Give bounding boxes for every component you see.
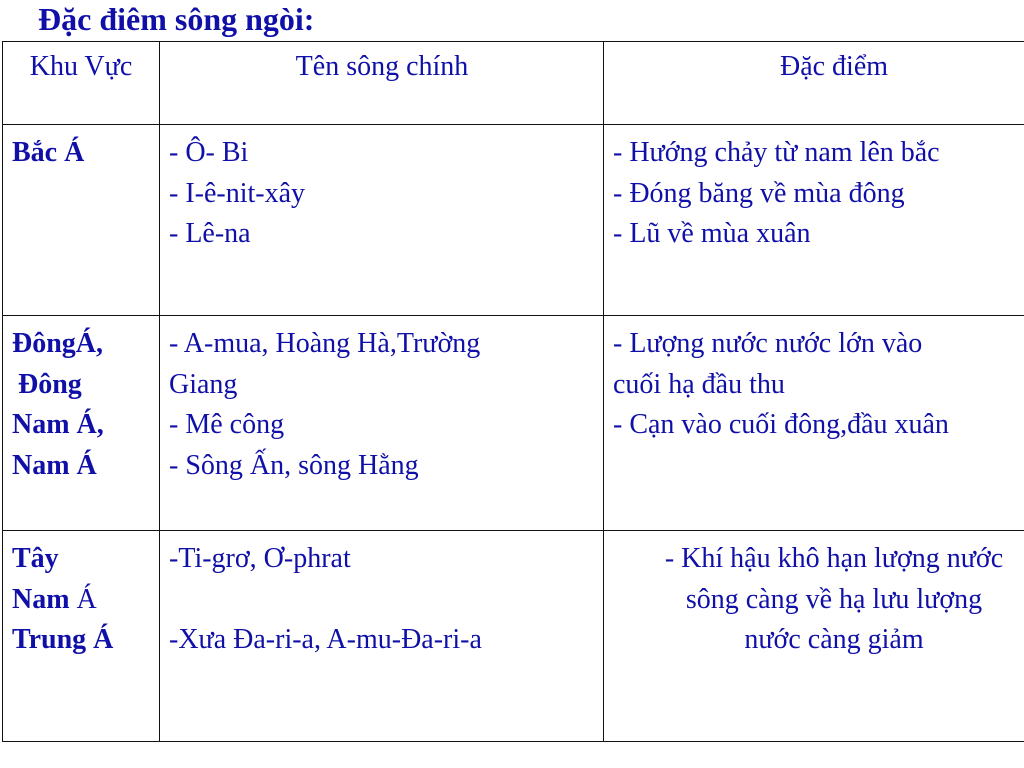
region-line: Bắc Á: [12, 137, 85, 168]
region-line: Nam Á: [12, 449, 97, 481]
river-line: - Lê-na: [169, 218, 251, 249]
rivers-table: [2, 41, 1024, 742]
river-line: - Sông Ấn, sông Hằng: [169, 449, 419, 481]
region-line: Trung Á: [12, 624, 114, 655]
region-cell: [3, 531, 160, 742]
region-cell: [3, 125, 160, 316]
river-line: -Ti-grơ, Ơ-phrat: [169, 543, 351, 574]
table-row: [3, 531, 1024, 742]
feature-line: - Hướng chảy từ nam lên bắc: [613, 137, 940, 168]
region-line: ĐôngÁ,: [12, 328, 104, 359]
feature-line: nước càng giảm: [744, 624, 924, 655]
header-features: Đặc điểm: [604, 42, 1024, 125]
table-row: [3, 125, 1024, 316]
features-cell: [604, 531, 1024, 742]
slide-title: Đặc điêm sông ngòi:: [38, 1, 315, 37]
feature-line: - Đóng băng về mùa đông: [613, 177, 905, 209]
feature-line: cuối hạ đầu thu: [613, 368, 785, 400]
region-cell: [3, 316, 160, 531]
features-cell: [604, 316, 1024, 531]
blank-line: [169, 580, 595, 621]
river-line: - Ô- Bi: [169, 137, 249, 168]
region-line: Nam: [12, 583, 70, 615]
region-line: Á: [76, 583, 97, 615]
feature-line: - Lượng nước nước lớn vào: [613, 328, 923, 359]
feature-line: - Lũ về mùa xuân: [613, 218, 811, 249]
river-line: - I-ê-nit-xây: [169, 177, 306, 209]
rivers-cell: [160, 531, 604, 742]
header-main-rivers: Tên sông chính: [160, 42, 604, 125]
river-line: - Mê công: [169, 409, 285, 440]
rivers-cell: [160, 316, 604, 531]
region-line: Đông: [18, 368, 82, 400]
feature-line: sông càng về hạ lưu lượng: [685, 583, 983, 615]
river-line: Giang: [169, 368, 238, 400]
region-line: Tây: [12, 543, 59, 574]
table-header-row: [3, 42, 1024, 125]
rivers-cell: [160, 125, 604, 316]
feature-line: - Khí hậu khô hạn lượng nước: [664, 543, 1004, 574]
river-line: - A-mua, Hoàng Hà,Trường: [169, 328, 481, 359]
region-line: Nam Á,: [12, 409, 104, 440]
header-region: Khu Vực: [3, 42, 160, 125]
river-line: -Xưa Đa-ri-a, A-mu-Đa-ri-a: [169, 624, 482, 655]
feature-line: - Cạn vào cuối đông,đầu xuân: [613, 409, 949, 440]
features-cell: [604, 125, 1024, 316]
table-row: [3, 316, 1024, 531]
